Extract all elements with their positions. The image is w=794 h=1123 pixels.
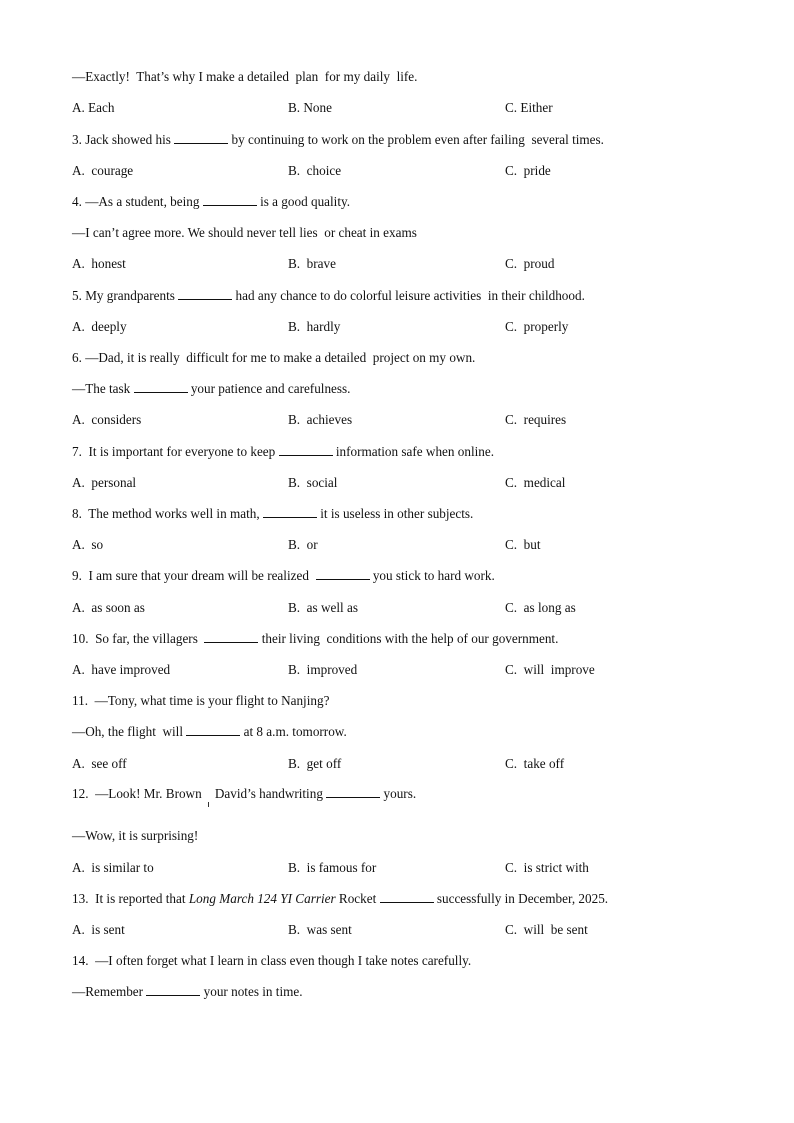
q4-blank — [203, 194, 257, 206]
q12-option-c: C. is strict with — [505, 860, 589, 875]
q13-text-after: successfully in December, 2025. — [433, 891, 609, 906]
q3-option-b: B. choice — [288, 163, 342, 178]
q7-option-c: C. medical — [505, 475, 566, 490]
q2-option-c: C. Either — [505, 100, 553, 115]
q3-blank — [174, 132, 228, 144]
q6-question: 6. —Dad, it is really difficult for me to make a detailed project on my own. — [72, 350, 476, 365]
q14-text-before: —Remember — [72, 984, 147, 999]
q7-option-b: B. social — [288, 475, 338, 490]
q7-options — [72, 475, 722, 491]
q3-question — [72, 132, 604, 148]
q10-option-c: C. will improve — [505, 662, 595, 677]
q11-text-before: —Oh, the flight will — [72, 724, 187, 739]
q12-question — [72, 786, 416, 802]
q12-option-a: A. is similar to — [72, 860, 154, 875]
q6-option-b: B. achieves — [288, 412, 353, 427]
q4-text-after: is a good quality. — [256, 194, 351, 209]
q7-text-before: 7. It is important for everyone to keep — [72, 444, 279, 459]
q4-option-a: A. honest — [72, 256, 126, 271]
q9-text-after: you stick to hard work. — [369, 568, 495, 583]
q6-option-a: A. considers — [72, 412, 142, 427]
q13-blank — [380, 891, 434, 903]
q13-text-middle: Rocket — [335, 891, 380, 906]
q13-option-b: B. was sent — [288, 922, 352, 937]
q14-blank — [146, 984, 200, 996]
q13-rocket-name: Long March 124 YI Carrier — [188, 891, 336, 906]
q6-blank — [134, 381, 188, 393]
q8-text-after: it is useless in other subjects. — [316, 506, 474, 521]
q10-options — [72, 662, 722, 678]
q10-option-b: B. improved — [288, 662, 358, 677]
q9-blank — [316, 568, 370, 580]
q8-options — [72, 537, 722, 553]
q13-text-before: 13. It is reported that — [72, 891, 189, 906]
q4-question — [72, 194, 350, 210]
q12-reply-line: —Wow, it is surprising! — [72, 828, 199, 843]
q2-reply-line: —Exactly! That’s why I make a detailed plan for my daily life. — [72, 69, 418, 84]
q8-question — [72, 506, 473, 522]
q14-reply-line — [72, 984, 303, 1000]
q11-blank — [186, 724, 240, 736]
q4-option-c: C. proud — [505, 256, 555, 271]
q9-option-c: C. as long as — [505, 600, 576, 615]
q12-option-b: B. is famous for — [288, 860, 377, 875]
q5-option-b: B. hardly — [288, 319, 341, 334]
q11-option-c: C. take off — [505, 756, 565, 771]
q8-blank — [263, 506, 317, 518]
q11-text-after: at 8 a.m. tomorrow. — [240, 724, 347, 739]
q13-question — [72, 891, 608, 907]
q6-reply-line — [72, 381, 350, 397]
q4-reply-line: —I can’t agree more. We should never tell lies or cheat in exams — [72, 225, 417, 240]
q11-options — [72, 756, 722, 772]
q4-text-before: 4. —As a student, being — [72, 194, 203, 209]
q11-option-a: A. see off — [72, 756, 127, 771]
q3-text-after: by continuing to work on the problem even after failing several times. — [228, 132, 604, 147]
q8-text-before: 8. The method works well in math, — [72, 506, 263, 521]
q2-option-b: B. None — [288, 100, 332, 115]
q11-reply-line — [72, 724, 347, 740]
q13-options — [72, 922, 722, 938]
q10-question — [72, 631, 558, 647]
q13-option-c: C. will be sent — [505, 922, 588, 937]
q8-option-b: B. or — [288, 537, 318, 552]
q3-option-a: A. courage — [72, 163, 134, 178]
q2-options — [72, 100, 722, 116]
q14-text-after: your notes in time. — [200, 984, 303, 999]
q9-options — [72, 600, 722, 616]
q4-option-b: B. brave — [288, 256, 336, 271]
q7-text-after: information safe when online. — [332, 444, 495, 459]
q8-option-a: A. so — [72, 537, 104, 552]
q12-options — [72, 860, 722, 876]
q7-option-a: A. personal — [72, 475, 137, 490]
q3-options — [72, 163, 722, 179]
q8-option-c: C. but — [505, 537, 541, 552]
q7-blank — [279, 444, 333, 456]
q5-question — [72, 288, 585, 304]
q6-option-c: C. requires — [505, 412, 567, 427]
q9-text-before: 9. I am sure that your dream will be realized — [72, 568, 316, 583]
q9-option-a: A. as soon as — [72, 600, 145, 615]
q11-option-b: B. get off — [288, 756, 342, 771]
q12-text-before: 12. —Look! Mr. Brown David’s handwriting — [72, 786, 327, 801]
q6-text-before: —The task — [72, 381, 134, 396]
stray-mark — [208, 802, 209, 807]
q5-text-before: 5. My grandparents — [72, 288, 179, 303]
q10-option-a: A. have improved — [72, 662, 171, 677]
q6-options — [72, 412, 722, 428]
q10-text-before: 10. So far, the villagers — [72, 631, 205, 646]
q14-question: 14. —I often forget what I learn in class even though I take notes carefully. — [72, 953, 472, 968]
q10-text-after: their living conditions with the help of our government. — [258, 631, 559, 646]
q5-text-after: had any chance to do colorful leisure activities in their childhood. — [232, 288, 585, 303]
q3-text-before: 3. Jack showed his — [72, 132, 175, 147]
q13-option-a: A. is sent — [72, 922, 125, 937]
q10-blank — [204, 631, 258, 643]
q2-option-a: A. Each — [72, 100, 115, 115]
q4-options — [72, 256, 722, 272]
q5-option-c: C. properly — [505, 319, 569, 334]
q6-text-after: your patience and carefulness. — [187, 381, 351, 396]
q12-text-after: yours. — [380, 786, 417, 801]
q7-question — [72, 444, 494, 460]
q12-blank — [326, 786, 380, 798]
q9-question — [72, 568, 495, 584]
q3-option-c: C. pride — [505, 163, 551, 178]
q11-question: 11. —Tony, what time is your flight to Nanjing? — [72, 693, 330, 708]
q5-options — [72, 319, 722, 335]
q5-option-a: A. deeply — [72, 319, 127, 334]
q9-option-b: B. as well as — [288, 600, 358, 615]
q5-blank — [178, 288, 232, 300]
